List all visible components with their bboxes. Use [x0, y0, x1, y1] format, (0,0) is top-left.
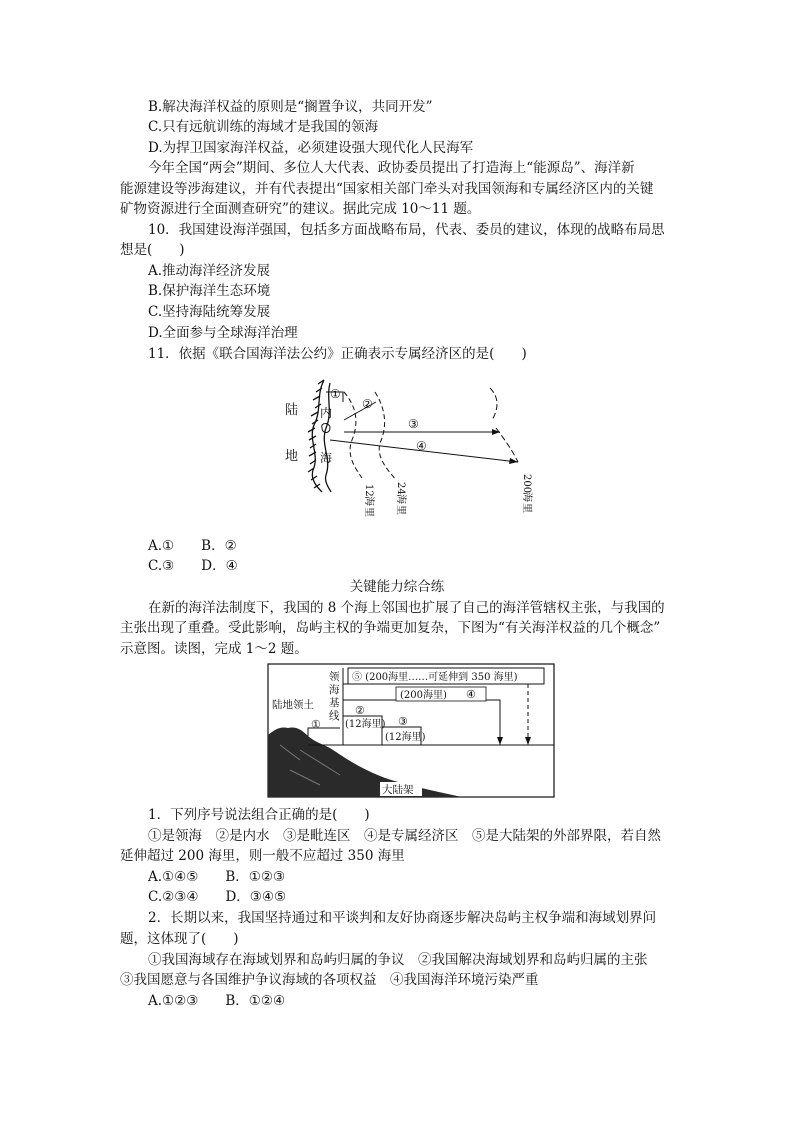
land-territory-label: 陆地领土 [272, 699, 314, 711]
zone-5-label: ⑤ (200海里……可延伸到 350 海里) [352, 672, 518, 683]
question-11-stem: 11．依据《联合国海洋法公约》正确表示专属经济区的是( ) [148, 346, 527, 362]
question-2-options: A.①②③ B．①②④ [148, 993, 286, 1009]
zone-3-marker: ③ [398, 715, 408, 728]
passage-line: 能源建设等涉海建议，并有代表提出“国家相关部门牵头对我国领海和专属经济区内的关键 [120, 181, 654, 197]
land-label-2: 地 [285, 449, 299, 464]
svg-text:200: 200 [521, 474, 532, 494]
question-2-stem: 2．长期以来，我国坚持通过和平谈判和友好协商逐步解决岛屿主权争端和海域划界问 [148, 910, 657, 926]
baseline-label-char: 领 [329, 671, 340, 683]
zone-2-distance: (12海里) [345, 719, 386, 730]
svg-text:12: 12 [363, 484, 374, 497]
question-10-option: C.坚持海陆统筹发展 [148, 304, 271, 320]
section-heading: 关键能力综合练 [349, 579, 445, 595]
zone-4-distance: (200海里) [400, 690, 447, 701]
question-10-stem: 想是( ) [120, 242, 185, 258]
question-1-items: 延伸超过 200 海里，则一般不应超过 350 海里 [120, 848, 405, 864]
line-200nm [490, 388, 518, 462]
marker-2: ② [362, 397, 373, 411]
marker-1: ① [330, 387, 341, 401]
question-11-options: A.① B．② [148, 538, 237, 554]
inner-sea-label-2: 海 [320, 451, 333, 465]
baseline-label-char: 线 [329, 710, 340, 722]
zone-3-distance: (12海里) [385, 732, 426, 743]
zone-1-marker: ① [311, 718, 321, 731]
passage-line: 在新的海洋法制度下，我国的 8 个海上邻国也扩展了自己的海洋管辖权主张，与我国的 [148, 600, 665, 616]
question-2-stem: 题，这体现了( ) [120, 931, 239, 947]
marker-3: ③ [408, 417, 419, 431]
coastline [308, 380, 331, 492]
zone-4-marker: ④ [466, 688, 476, 701]
question-10-option: D.全面参与全球海洋治理 [148, 325, 298, 341]
baseline-label-char: 基 [329, 697, 340, 709]
marker-4: ④ [416, 439, 427, 453]
passage-line: 示意图。读图，完成 1～2 题。 [120, 641, 308, 657]
label-200nm [521, 474, 534, 513]
question-1-items: ①是领海 ②是内水 ③是毗连区 ④是专属经济区 ⑤是大陆架的外部界限，若自然 [148, 828, 661, 844]
label-12nm [363, 484, 376, 517]
baseline-label-char: 海 [329, 684, 340, 696]
question-11-options: C.③ D．④ [148, 558, 238, 574]
question-10-stem: 10．我国建设海洋强国，包括多方面战略布局，代表、委员的建议，体现的战略布局思 [148, 222, 665, 238]
question-1-stem: 1．下列序号说法组合正确的是( ) [148, 807, 370, 823]
inner-sea-label-1: 内 [320, 406, 333, 420]
land-label-1: 陆 [285, 403, 299, 418]
label-24nm [395, 482, 408, 515]
option-b-line: B.解决海洋权益的原则是“搁置争议，共同开发” [148, 99, 433, 115]
svg-text:海: 海 [363, 496, 374, 506]
svg-text:海: 海 [395, 494, 406, 504]
question-2-items: ③我国愿意与各国维护争议海域的各项权益 ④我国海洋环境污染严重 [120, 972, 539, 988]
question-1-options: A.①④⑤ B．①②③ [148, 869, 286, 885]
question-2-items: ①我国海域存在海域划界和岛屿归属的争议 ②我国解决海域划界和岛屿归属的主张 [148, 952, 648, 968]
svg-text:里: 里 [395, 505, 406, 515]
continental-shelf-label: 大陆架 [382, 784, 414, 796]
question-10-option: B.保护海洋生态环境 [148, 283, 271, 299]
option-d-line: D.为捍卫国家海洋权益，必须建设强大现代化人民海军 [148, 140, 474, 156]
figure-maritime-zones [280, 370, 560, 530]
svg-text:里: 里 [521, 503, 532, 513]
passage-line: 今年全国“两会”期间、多位人大代表、政协委员提出了打造海上“能源岛”、海洋新 [148, 160, 635, 176]
svg-text:24: 24 [395, 482, 406, 495]
zone-2-marker: ② [355, 704, 365, 717]
passage-line: 主张出现了重叠。受此影响，岛屿主权的争端更加复杂，下图为“有关海洋权益的几个概念” [120, 620, 661, 636]
line-24nm [375, 392, 396, 480]
passage-line: 矿物资源进行全面测查研究”的建议。据此完成 10～11 题。 [120, 201, 481, 217]
figure-maritime-rights [266, 662, 556, 800]
option-c-line: C.只有远航训练的海域才是我国的领海 [148, 119, 379, 135]
question-1-options: C.②③④ D．③④⑤ [148, 889, 287, 905]
question-10-option: A.推动海洋经济发展 [148, 263, 271, 279]
svg-text:里: 里 [363, 507, 374, 517]
svg-text:海: 海 [521, 492, 532, 502]
baseline-12nm [344, 392, 362, 478]
